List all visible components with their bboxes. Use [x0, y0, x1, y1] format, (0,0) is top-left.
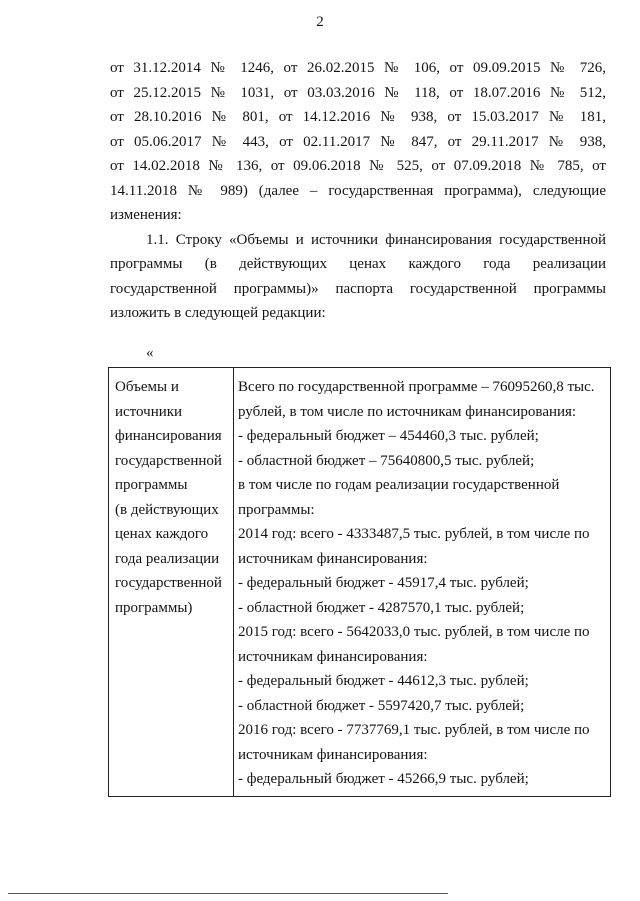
value-line: - федеральный бюджет - 44612,3 тыс. рублей;	[238, 673, 529, 689]
value-line: - федеральный бюджет - 45917,4 тыс. рублей;	[238, 575, 529, 591]
document-body	[110, 56, 606, 326]
value-line: 2016 год: всего - 7737769,1 тыс. рублей, в том числе по	[238, 722, 590, 738]
label-line: программы	[115, 477, 188, 493]
text-line: от 28.10.2016 № 801, от 14.12.2016 № 938, от 15.03.2017 № 181,	[110, 109, 606, 125]
opening-quote: «	[146, 345, 154, 361]
value-line: - федеральный бюджет – 454460,3 тыс. рублей;	[238, 428, 539, 444]
label-line: ценах каждого	[115, 526, 209, 542]
value-line: 2015 год: всего - 5642033,0 тыс. рублей, в том числе по	[238, 624, 590, 640]
paragraph-amendments	[110, 56, 606, 228]
table-value-cell	[238, 375, 606, 792]
text-line: изменения:	[110, 207, 182, 223]
label-line: программы)	[115, 599, 193, 616]
value-line: источникам финансирования:	[238, 648, 428, 665]
label-line: финансирования	[115, 428, 222, 444]
footer-divider	[8, 893, 448, 894]
label-line: государственной	[115, 575, 222, 591]
text-line: 1.1. Строку «Объемы и источники финансирования государственной	[146, 231, 606, 248]
financing-table	[108, 367, 611, 797]
table-label-cell	[115, 375, 231, 620]
label-line: (в действующих	[115, 501, 219, 518]
value-line: - федеральный бюджет - 45266,9 тыс. рублей;	[238, 771, 529, 787]
value-line: источникам финансирования:	[238, 746, 428, 763]
value-line: программы:	[238, 501, 315, 518]
text-line: от 31.12.2014 № 1246, от 26.02.2015 № 106, от 09.09.2015 № 726,	[110, 60, 606, 76]
value-line: - областной бюджет - 4287570,1 тыс. рублей;	[238, 599, 525, 616]
label-line: государственной	[115, 452, 222, 469]
text-line: государственной программы)» паспорта государственной программы	[110, 280, 606, 297]
text-line: от 05.06.2017 № 443, от 02.11.2017 № 847, от 29.11.2017 № 938,	[110, 133, 606, 150]
text-line: от 25.12.2015 № 1031, от 03.03.2016 № 118, от 18.07.2016 № 512,	[110, 84, 606, 101]
value-line: в том числе по годам реализации государственной	[238, 477, 560, 493]
value-line: рублей, в том числе по источникам финансирования:	[238, 403, 577, 420]
page-number: 2	[316, 14, 324, 30]
label-line: источники	[115, 403, 183, 420]
value-line: Всего по государственной программе – 76095260,8 тыс.	[238, 379, 595, 395]
text-line: программы (в действующих ценах каждого года реализации	[110, 256, 606, 272]
paragraph-item-1-1	[110, 228, 606, 326]
text-line: изложить в следующей редакции:	[110, 305, 326, 321]
text-line: от 14.02.2018 № 136, от 09.06.2018 № 525, от 07.09.2018 № 785, от	[110, 158, 606, 174]
label-line: года реализации	[115, 550, 220, 567]
table-column-divider	[233, 368, 234, 796]
text-line: 14.11.2018 № 989) (далее – государственная программа), следующие	[110, 182, 606, 199]
label-line: Объемы и	[115, 379, 179, 395]
value-line: 2014 год: всего - 4333487,5 тыс. рублей, в том числе по	[238, 526, 590, 542]
value-line: источникам финансирования:	[238, 550, 428, 567]
value-line: - областной бюджет - 5597420,7 тыс. рублей;	[238, 697, 525, 714]
value-line: - областной бюджет – 75640800,5 тыс. рублей;	[238, 452, 535, 469]
